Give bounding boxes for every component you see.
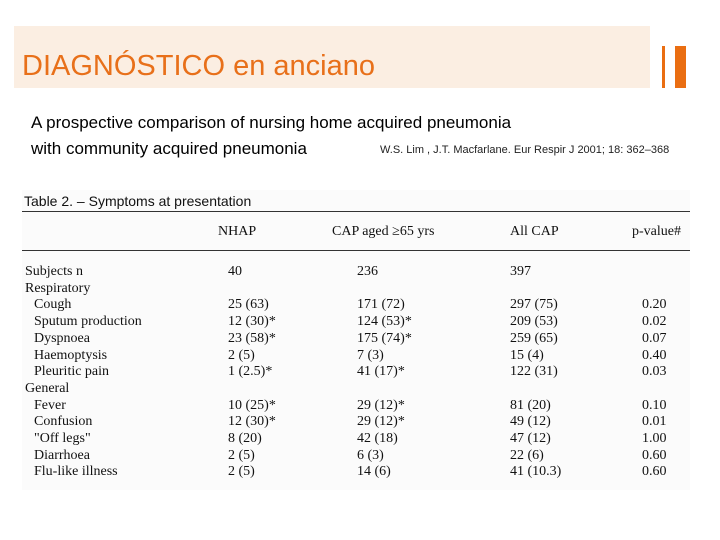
table-row [22, 413, 690, 430]
cell-p-value: 0.20 [642, 297, 667, 313]
cell-p-value: 1.00 [642, 431, 667, 446]
table-row [22, 313, 690, 330]
header-nhap: NHAP [218, 224, 257, 239]
row-label: Cough [34, 297, 72, 313]
cell-cap-aged: 6 (3) [357, 447, 384, 463]
row-label: "Off legs" [34, 431, 91, 446]
cell-all-cap: 397 [510, 264, 531, 279]
cell-all-cap: 49 (12) [510, 414, 551, 430]
table-top-rule [22, 211, 690, 212]
row-label: Diarrhoea [34, 447, 90, 463]
row-label: Flu-like illness [34, 464, 118, 480]
cell-nhap: 2 (5) [228, 447, 255, 463]
cell-cap-aged: 7 (3) [357, 347, 384, 363]
cell-p-value: 0.40 [642, 347, 667, 363]
header-all-cap: All CAP [510, 224, 559, 239]
table-row [22, 447, 690, 464]
cell-cap-aged: 175 (74)* [357, 330, 412, 346]
cell-cap-aged: 171 (72) [357, 297, 405, 313]
table-row [22, 280, 690, 297]
header-p-value: p-value# [632, 224, 681, 239]
accent-bar-thick [675, 46, 686, 88]
cell-nhap: 2 (5) [228, 347, 255, 363]
cell-cap-aged: 236 [357, 264, 378, 279]
row-label: Pleuritic pain [34, 364, 110, 380]
header-cap-aged: CAP aged ≥65 yrs [332, 224, 435, 239]
cell-cap-aged: 41 (17)* [357, 364, 405, 380]
cell-nhap: 12 (30)* [228, 414, 276, 430]
cell-nhap: 2 (5) [228, 464, 255, 480]
cell-cap-aged: 124 (53)* [357, 314, 412, 330]
cell-cap-aged: 42 (18) [357, 431, 398, 446]
cell-all-cap: 259 (65) [510, 330, 558, 346]
cell-nhap: 8 (20) [228, 431, 262, 446]
cell-all-cap: 122 (31) [510, 364, 558, 380]
cell-all-cap: 41 (10.3) [510, 464, 562, 480]
subtitle-line-2: with community acquired pneumonia [31, 139, 307, 158]
table-row [22, 430, 690, 447]
row-label: Haemoptysis [34, 347, 108, 363]
cell-p-value: 0.60 [642, 447, 667, 463]
table-row [22, 347, 690, 364]
accent-bar-thin [662, 46, 665, 88]
cell-nhap: 25 (63) [228, 297, 269, 313]
subtitle-line-1: A prospective comparison of nursing home acquired pneumonia [31, 113, 512, 132]
cell-nhap: 40 [228, 264, 242, 279]
cell-p-value: 0.60 [642, 464, 667, 480]
cell-p-value: 0.03 [642, 364, 667, 380]
table-caption: Table 2. – Symptoms at presentation [24, 193, 252, 209]
title-bar [14, 26, 650, 88]
citation: W.S. Lim , J.T. Macfarlane. Eur Respir J 2001; 18: 362–368 [380, 144, 670, 156]
cell-cap-aged: 14 (6) [357, 464, 391, 480]
cell-p-value: 0.02 [642, 314, 667, 330]
table-row [22, 296, 690, 313]
table-header-rule [22, 250, 690, 251]
row-label: Sputum production [34, 314, 142, 330]
row-label: Respiratory [25, 280, 91, 296]
row-label: Fever [34, 397, 66, 413]
cell-p-value: 0.07 [642, 330, 667, 346]
cell-nhap: 23 (58)* [228, 330, 276, 346]
cell-p-value: 0.10 [642, 397, 667, 413]
cell-all-cap: 297 (75) [510, 297, 558, 313]
cell-all-cap: 22 (6) [510, 447, 544, 463]
row-label: General [25, 380, 70, 396]
cell-nhap: 1 (2.5)* [228, 364, 273, 380]
table-row [22, 263, 690, 280]
cell-cap-aged: 29 (12)* [357, 397, 405, 413]
table-row [22, 380, 690, 397]
slide-title: DIAGNÓSTICO en anciano [22, 50, 375, 82]
cell-all-cap: 47 (12) [510, 431, 551, 446]
table-row [22, 330, 690, 347]
row-label: Dyspnoea [34, 330, 90, 346]
cell-all-cap: 15 (4) [510, 347, 544, 363]
cell-all-cap: 81 (20) [510, 397, 551, 413]
cell-p-value: 0.01 [642, 414, 667, 430]
cell-nhap: 12 (30)* [228, 314, 276, 330]
cell-all-cap: 209 (53) [510, 314, 558, 330]
symptoms-table [22, 190, 690, 490]
table-row [22, 463, 690, 480]
cell-cap-aged: 29 (12)* [357, 414, 405, 430]
table-row [22, 397, 690, 414]
cell-nhap: 10 (25)* [228, 397, 276, 413]
row-label: Confusion [34, 414, 93, 430]
table-row [22, 363, 690, 380]
row-label: Subjects n [25, 264, 83, 279]
